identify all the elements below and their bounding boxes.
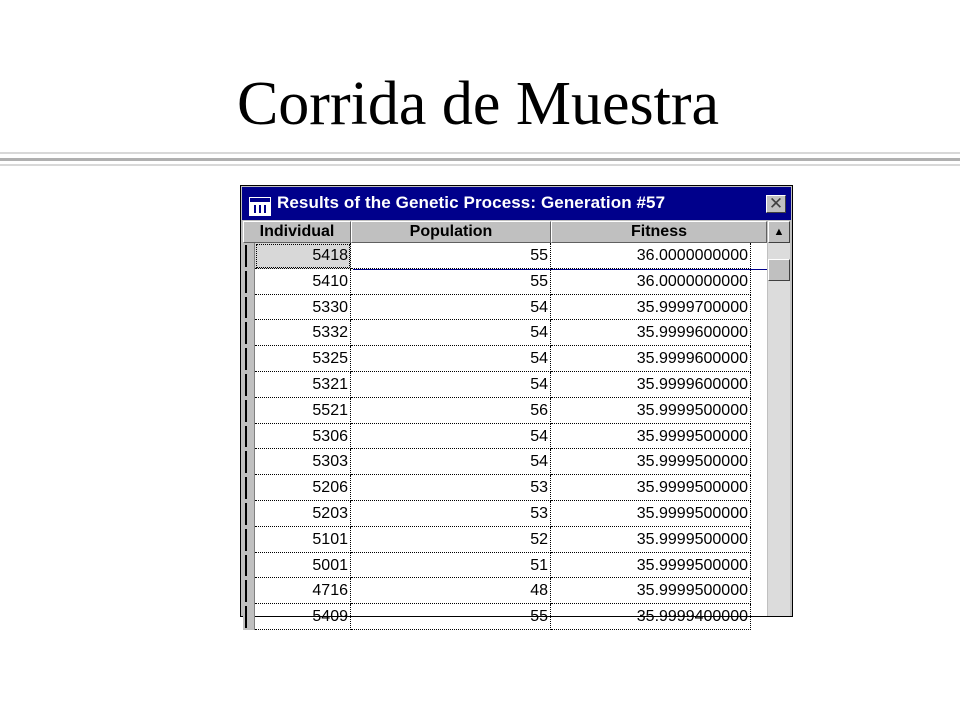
cell-fitness[interactable]: 35.9999600000 xyxy=(551,346,751,372)
row-indicator[interactable] xyxy=(243,372,255,398)
table-row[interactable] xyxy=(243,320,767,346)
close-button[interactable] xyxy=(766,195,786,213)
row-indicator[interactable] xyxy=(243,527,255,553)
row-indicator[interactable] xyxy=(243,269,255,295)
table-row[interactable] xyxy=(243,346,767,372)
cell-fitness[interactable]: 35.9999700000 xyxy=(551,295,751,321)
cell-population[interactable]: 48 xyxy=(351,578,551,604)
cell-fitness[interactable]: 36.0000000000 xyxy=(551,269,751,295)
cell-population[interactable]: 55 xyxy=(351,604,551,630)
window-title: Results of the Genetic Process: Generation #57 xyxy=(277,193,666,212)
row-indicator[interactable] xyxy=(243,475,255,501)
table-row[interactable] xyxy=(243,243,767,269)
cell-individual[interactable]: 5306 xyxy=(255,424,351,450)
cell-fitness[interactable]: 35.9999500000 xyxy=(551,424,751,450)
close-icon: ✕ xyxy=(768,194,784,213)
row-indicator[interactable] xyxy=(243,398,255,424)
column-header-individual[interactable]: Individual xyxy=(243,221,351,243)
row-indicator[interactable] xyxy=(243,449,255,475)
cell-population[interactable]: 54 xyxy=(351,424,551,450)
table-row[interactable] xyxy=(243,527,767,553)
cell-individual[interactable]: 5001 xyxy=(255,553,351,579)
row-indicator[interactable] xyxy=(243,295,255,321)
active-row-line xyxy=(353,269,767,270)
table-row[interactable] xyxy=(243,501,767,527)
row-indicator[interactable] xyxy=(243,320,255,346)
column-header-population[interactable]: Population xyxy=(351,221,551,243)
row-indicator[interactable] xyxy=(243,424,255,450)
cell-population[interactable]: 54 xyxy=(351,320,551,346)
cell-fitness[interactable]: 35.9999500000 xyxy=(551,527,751,553)
cell-population[interactable]: 53 xyxy=(351,475,551,501)
table-row[interactable] xyxy=(243,295,767,321)
cell-individual[interactable]: 5410 xyxy=(255,269,351,295)
cell-fitness[interactable]: 35.9999500000 xyxy=(551,501,751,527)
cell-individual[interactable]: 5321 xyxy=(255,372,351,398)
row-indicator[interactable] xyxy=(243,501,255,527)
cell-population[interactable]: 54 xyxy=(351,372,551,398)
cell-individual[interactable]: 5521 xyxy=(255,398,351,424)
cell-individual[interactable]: 5330 xyxy=(255,295,351,321)
results-window xyxy=(240,185,793,626)
cell-fitness[interactable]: 35.9999600000 xyxy=(551,372,751,398)
slide-title-text: Corrida de Muestra xyxy=(236,70,720,138)
cell-population[interactable]: 55 xyxy=(351,269,551,295)
cell-fitness[interactable]: 36.0000000000 xyxy=(551,243,751,269)
column-header-fitness[interactable]: Fitness xyxy=(551,221,767,243)
table-row[interactable] xyxy=(243,475,767,501)
cell-individual[interactable]: 5325 xyxy=(255,346,351,372)
table-row[interactable] xyxy=(243,372,767,398)
row-indicator[interactable] xyxy=(243,346,255,372)
vertical-scrollbar[interactable] xyxy=(768,221,790,616)
results-grid xyxy=(243,221,767,626)
slide-title xyxy=(0,68,960,140)
title-rule-1 xyxy=(0,152,960,154)
cell-population[interactable]: 54 xyxy=(351,449,551,475)
title-rule-2 xyxy=(0,158,960,161)
cell-population[interactable]: 56 xyxy=(351,398,551,424)
cell-individual[interactable]: 5418 xyxy=(255,243,351,269)
cell-fitness[interactable]: 35.9999500000 xyxy=(551,398,751,424)
table-row[interactable] xyxy=(243,424,767,450)
row-indicator[interactable] xyxy=(243,604,255,630)
cell-population[interactable]: 54 xyxy=(351,295,551,321)
scroll-up-button[interactable] xyxy=(768,221,790,243)
table-row[interactable] xyxy=(243,269,767,295)
table-row[interactable] xyxy=(243,553,767,579)
cell-population[interactable]: 52 xyxy=(351,527,551,553)
cell-fitness[interactable]: 35.9999400000 xyxy=(551,604,751,630)
cell-fitness[interactable]: 35.9999500000 xyxy=(551,578,751,604)
cell-individual[interactable]: 4716 xyxy=(255,578,351,604)
row-indicator[interactable] xyxy=(243,578,255,604)
cell-fitness[interactable]: 35.9999500000 xyxy=(551,449,751,475)
cell-population[interactable]: 53 xyxy=(351,501,551,527)
cell-fitness[interactable]: 35.9999500000 xyxy=(551,475,751,501)
up-arrow-icon: ▲ xyxy=(773,226,785,238)
table-row[interactable] xyxy=(243,604,767,630)
cell-population[interactable]: 54 xyxy=(351,346,551,372)
scroll-thumb[interactable] xyxy=(768,259,790,281)
cell-population[interactable]: 51 xyxy=(351,553,551,579)
table-row[interactable] xyxy=(243,398,767,424)
cell-fitness[interactable]: 35.9999600000 xyxy=(551,320,751,346)
cell-individual[interactable]: 5332 xyxy=(255,320,351,346)
cell-fitness[interactable]: 35.9999500000 xyxy=(551,553,751,579)
window-titlebar[interactable] xyxy=(242,187,791,220)
row-indicator[interactable] xyxy=(243,243,255,269)
cell-individual[interactable]: 5303 xyxy=(255,449,351,475)
cell-individual[interactable]: 5206 xyxy=(255,475,351,501)
cell-individual[interactable]: 5409 xyxy=(255,604,351,630)
cell-individual[interactable]: 5101 xyxy=(255,527,351,553)
row-indicator[interactable] xyxy=(243,553,255,579)
cell-individual[interactable]: 5203 xyxy=(255,501,351,527)
cell-population[interactable]: 55 xyxy=(351,243,551,269)
grid-header-row xyxy=(243,221,767,243)
title-rule-3 xyxy=(0,164,960,166)
grid-window-icon[interactable] xyxy=(249,197,271,216)
table-row[interactable] xyxy=(243,578,767,604)
table-row[interactable] xyxy=(243,449,767,475)
